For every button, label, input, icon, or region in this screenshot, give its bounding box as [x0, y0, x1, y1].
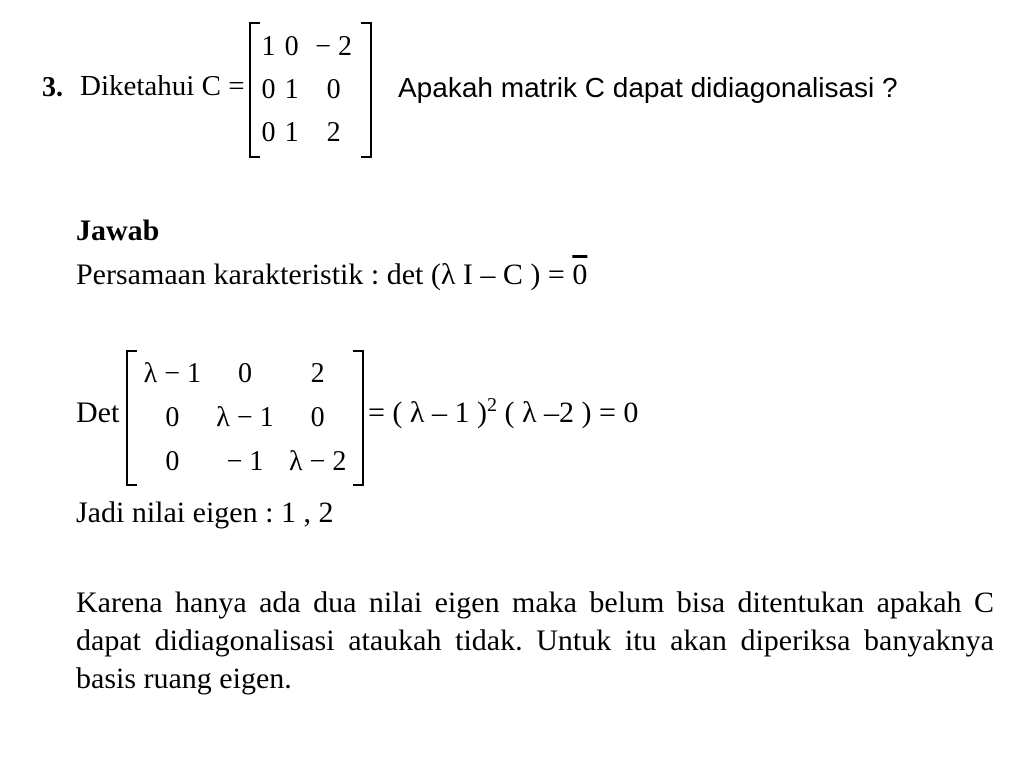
given-text: Diketahui C = — [80, 70, 245, 102]
matrix-cell: − 1 — [226, 446, 264, 477]
matrix-c-grid — [257, 26, 364, 154]
matrix-cell: − 2 — [315, 31, 352, 63]
determinant-result-part1: = ( λ – 1 ) — [368, 396, 487, 429]
eigenvalues-line: Jadi nilai eigen : 1 , 2 — [76, 496, 334, 529]
determinant-result — [368, 394, 638, 430]
matrix-cell: 0 — [261, 73, 276, 105]
matrix-cell: 0 — [237, 358, 252, 389]
answer-heading: Jawab — [76, 214, 160, 247]
conclusion-paragraph: Karena hanya ada dua nilai eigen maka belum bisa ditentukan apakah C dapat didiagonalisasi ataukah tidak. Untuk itu akan diperiksa banyaknya basis ruang eigen. — [76, 586, 994, 695]
matrix-cell: 1 — [261, 31, 276, 63]
matrix-cell: 0 — [165, 402, 180, 433]
characteristic-equation-text: Persamaan karakteristik : det (λ I – C ) = — [76, 258, 573, 291]
determinant-matrix — [126, 350, 364, 486]
matrix-c — [249, 22, 372, 158]
problem-question: Apakah matrik C dapat didiagonalisasi ? — [398, 72, 898, 103]
right-bracket — [353, 350, 364, 486]
characteristic-equation — [76, 258, 587, 292]
matrix-cell: λ − 2 — [288, 446, 347, 477]
matrix-cell: 0 — [284, 31, 299, 63]
problem-number: 3. — [42, 72, 63, 103]
zero-vector: 0 — [572, 258, 588, 291]
matrix-cell: 1 — [284, 116, 299, 148]
determinant-result-part2: ( λ –2 ) = 0 — [496, 396, 639, 429]
matrix-cell: 2 — [310, 358, 325, 389]
matrix-cell: 0 — [165, 446, 180, 477]
matrix-cell: 0 — [326, 73, 341, 105]
exponent: 2 — [486, 394, 497, 416]
determinant-matrix-grid — [136, 352, 354, 484]
matrix-cell: λ − 1 — [216, 402, 274, 433]
matrix-cell: 2 — [326, 116, 341, 148]
matrix-cell: 1 — [284, 73, 299, 105]
matrix-cell: λ − 1 — [143, 358, 202, 389]
matrix-cell: 0 — [310, 402, 325, 433]
matrix-cell: 0 — [261, 116, 276, 148]
det-label: Det — [76, 396, 120, 429]
